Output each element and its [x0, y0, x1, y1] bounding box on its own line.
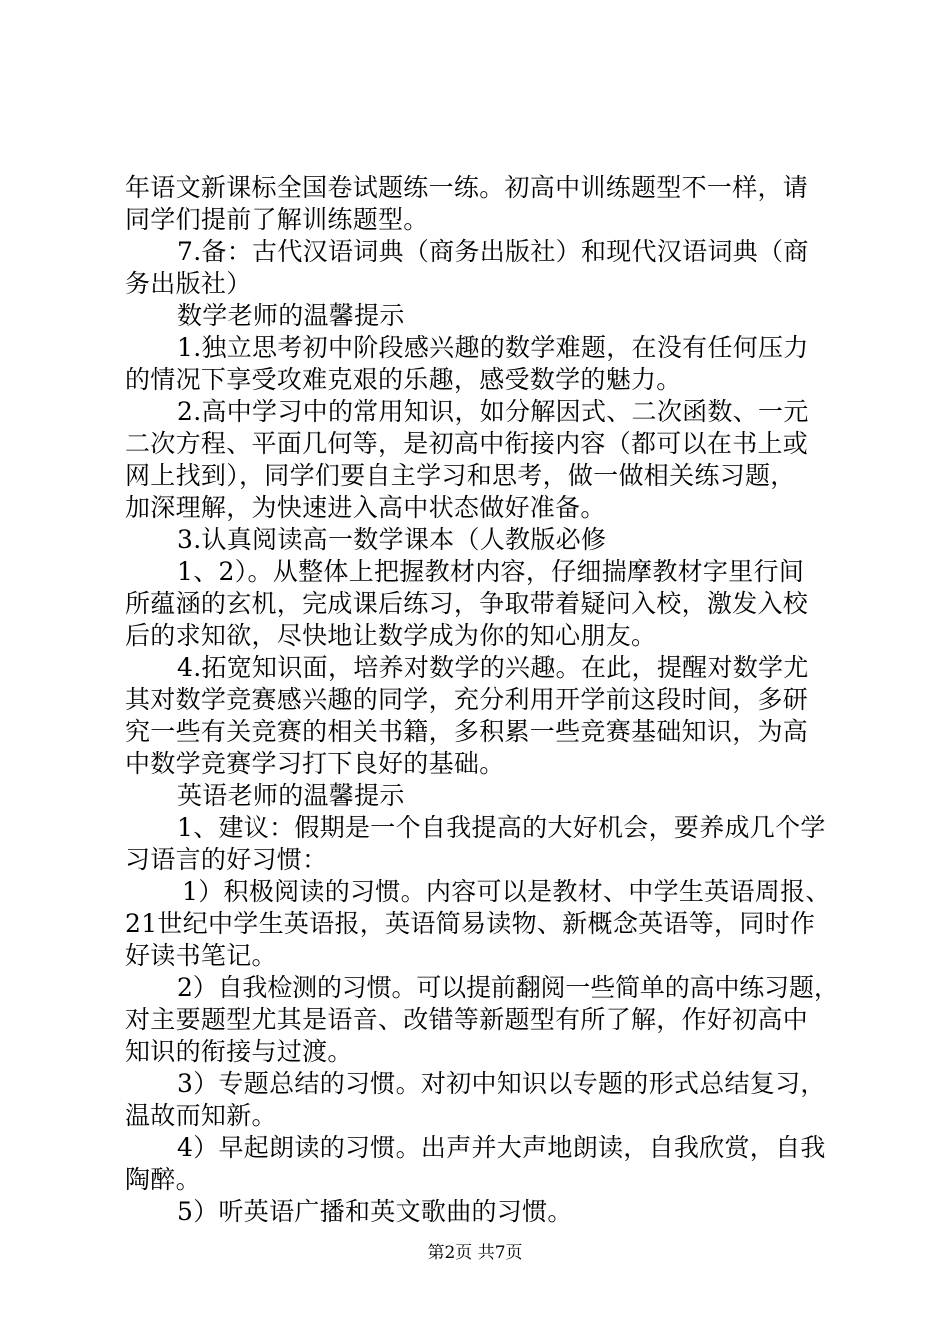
text-line: 中数学竞赛学习打下良好的基础。 — [125, 749, 505, 778]
body-text — [125, 172, 840, 1228]
text-line: 3.认真阅读高一数学课本（人教版必修 — [177, 525, 607, 554]
text-line: 知识的衔接与过渡。 — [125, 1037, 353, 1066]
text-line: 1）积极阅读的习惯。内容可以是教材、中学生英语周报、 — [182, 877, 831, 906]
text-line: 后的求知欲，尽快地让数学成为你的知心朋友。 — [125, 621, 657, 650]
text-line: 所蕴涵的玄机，完成课后练习，争取带着疑问入校，激发入校 — [125, 589, 809, 618]
text-line: 务出版社） — [125, 269, 252, 298]
text-line: 7.备：古代汉语词典（商务出版社）和现代汉语词典（商 — [177, 237, 809, 266]
text-line: 网上找到），同学们要自主学习和思考，做一做相关练习题， — [125, 461, 796, 490]
text-line: 5）听英语广播和英文歌曲的习惯。 — [177, 1197, 573, 1226]
text-line: 加深理解，为快速进入高中状态做好准备。 — [125, 493, 606, 522]
text-line: 3）专题总结的习惯。对初中知识以专题的形式总结复习， — [177, 1069, 826, 1098]
text-line: 英语老师的温馨提示 — [177, 781, 405, 810]
text-line: 1.独立思考初中阶段感兴趣的数学难题，在没有任何压力 — [177, 333, 809, 362]
text-line: 1、2）。从整体上把握教材内容，仔细揣摩教材字里行间 — [177, 557, 805, 586]
text-line: 数学老师的温馨提示 — [177, 301, 405, 330]
text-line: 究一些有关竞赛的相关书籍，多积累一些竞赛基础知识，为高 — [125, 717, 809, 746]
text-line: 习语言的好习惯： — [125, 845, 328, 874]
text-line: 其对数学竞赛感兴趣的同学，充分利用开学前这段时间，多研 — [125, 685, 809, 714]
text-line: 二次方程、平面几何等，是初高中衔接内容（都可以在书上或 — [125, 429, 809, 458]
text-line: 好读书笔记。 — [125, 941, 277, 970]
text-line: 4.拓宽知识面，培养对数学的兴趣。在此，提醒对数学尤 — [177, 653, 809, 682]
text-line: 温故而知新。 — [125, 1101, 277, 1130]
text-line: 4）早起朗读的习惯。出声并大声地朗读，自我欣赏，自我 — [177, 1133, 826, 1162]
text-line: 的情况下享受攻难克艰的乐趣，感受数学的魅力。 — [125, 365, 682, 394]
text-line: 对主要题型尤其是语音、改错等新题型有所了解，作好初高中 — [125, 1005, 809, 1034]
page-footer: 第2页 共7页 — [427, 1243, 523, 1263]
text-line: 年语文新课标全国卷试题练一练。初高中训练题型不一样，请 — [125, 173, 809, 202]
text-line: 1、建议：假期是一个自我提高的大好机会，要养成几个学 — [177, 813, 826, 842]
text-line: 陶醉。 — [125, 1165, 201, 1194]
text-line: 21世纪中学生英语报，英语简易读物、新概念英语等，同时作 — [125, 909, 816, 938]
text-line: 同学们提前了解训练题型。 — [125, 205, 429, 234]
text-line: 2.高中学习中的常用知识，如分解因式、二次函数、一元 — [177, 397, 809, 426]
text-line: 2）自我检测的习惯。可以提前翻阅一些简单的高中练习题， — [177, 973, 839, 1002]
